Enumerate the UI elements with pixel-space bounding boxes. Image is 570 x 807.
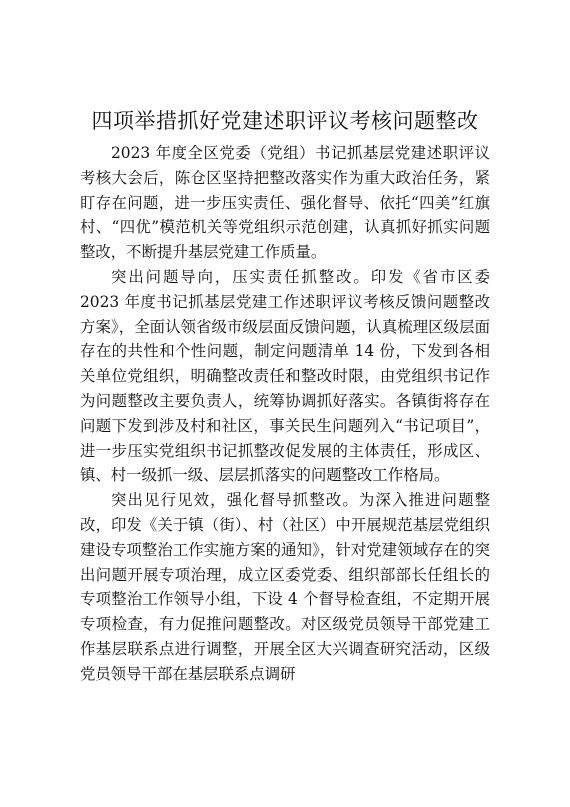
document-title: 四项举措抓好党建述职评议考核问题整改 (91, 109, 479, 133)
paragraph-supervision: 突出见行见效，强化督导抓整改。为深入推进问题整改，印发《关于镇（街）、村（社区）中开展规范基层党组织建设专项整治工作实施方案的通知》，针对党建领域存在的突出问题开展专项治理，成立区委党委、组织部部长任组长的专项整治工作领导小组，下设 4 个督导检查组，不定期开展专项检查，有力促推问题整改。对区级党员领导干部党建工作基层联系点进行调整，开展全区大兴调查研究活动，区级党员领导干部在基层联系点调研 (80, 491, 490, 683)
paragraph-problem-oriented: 突出问题导向，压实责任抓整改。印发《省市区委 2023 年度书记抓基层党建工作述职评议考核反馈问题整改方案》，全面认领省级市级层面反馈问题，认真梳理区级层面存在的共性和个性问题，制定问题清单 14 份，下发到各相关单位党组织，明确整改责任和整改时限，由党组织书记作为问题整改主要负责人，统筹协调抓好落实。各镇街将存在问题下发到涉及村和社区，事关民生问题列入“书记项目”，进一步压实党组织书记抓整改促发展的主体责任，形成区、镇、村一级抓一级、层层抓落实的问题整改工作格局。 (80, 267, 490, 485)
document-body (80, 141, 490, 687)
paragraph-intro: 2023 年度全区党委（党组）书记抓基层党建述职评议考核大会后，陈仓区坚持把整改落实作为重大政治任务，紧盯存在问题，进一步压实责任、强化督导、依托“四美”红旗村、“四优”模范机关等党组织示范创建，认真抓好抓实问题整改，不断提升基层党建工作质量。 (80, 144, 490, 262)
